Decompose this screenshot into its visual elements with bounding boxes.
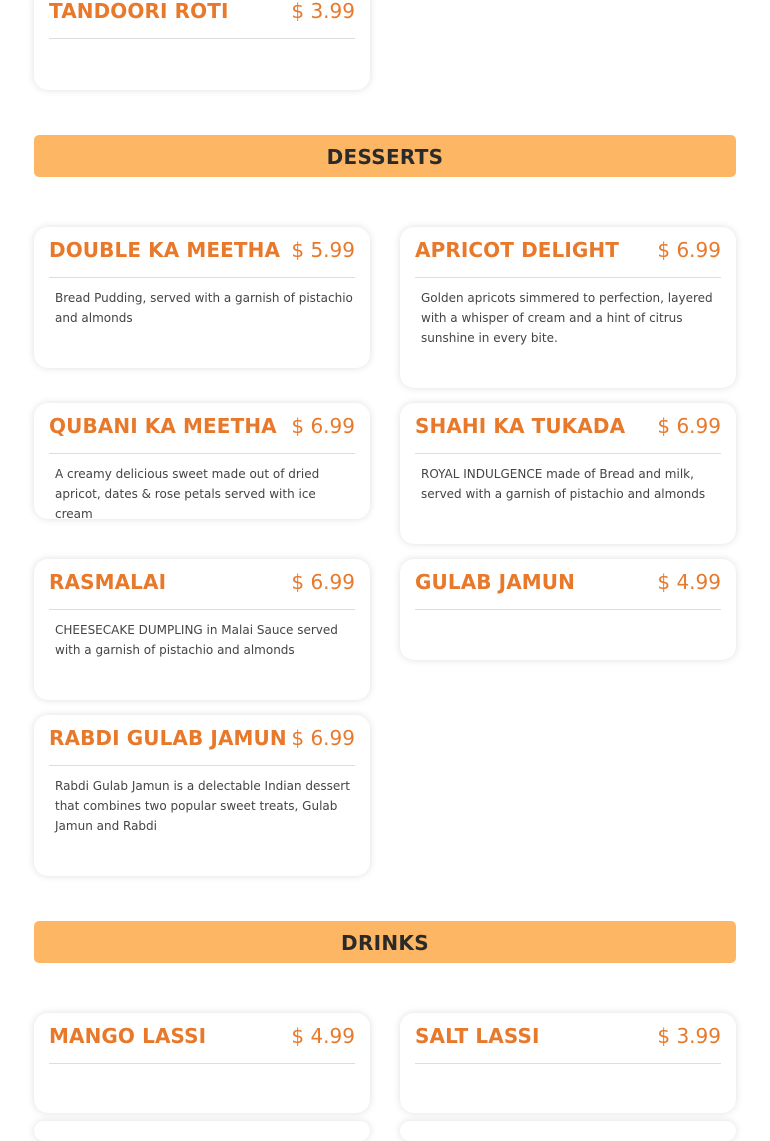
menu-item-header [415,1013,721,1064]
menu-item-header [415,559,721,610]
menu-item-name: SHAHI KA TUKADA [415,414,626,438]
menu-item-header [49,227,355,278]
section-header-desserts: DESSERTS [34,135,736,177]
menu-item-card [400,1013,736,1113]
menu-item-description: ROYAL INDULGENCE made of Bread and milk, served with a garnish of pistachio and almonds [421,467,706,501]
menu-item-header [49,0,355,39]
menu-item-name: MANGO LASSI [49,1024,207,1048]
menu-item-card-partial [34,1121,370,1141]
menu-item-name: RABDI GULAB JAMUN [49,726,287,750]
menu-item-description: Rabdi Gulab Jamun is a delectable Indian dessert that combines two popular sweet treats, Gulab Jamun and Rabdi [55,779,350,833]
menu-item-price: $ 6.99 [657,414,721,438]
menu-item-header [49,715,355,766]
menu-item-card [400,559,736,660]
menu-item-price: $ 3.99 [291,0,355,23]
menu-item-header [415,403,721,454]
menu-item-card [34,559,370,700]
menu-item-price: $ 6.99 [291,726,355,750]
menu-item-header [49,1013,355,1064]
menu-item-card [34,403,370,519]
menu-item-header [49,559,355,610]
menu-item-price: $ 4.99 [291,1024,355,1048]
menu-item-description: CHEESECAKE DUMPLING in Malai Sauce served with a garnish of pistachio and almonds [55,623,338,657]
menu-item-name: DOUBLE KA MEETHA [49,238,281,262]
menu-item-name: SALT LASSI [415,1024,540,1048]
menu-item-card [400,403,736,544]
menu-item-name: GULAB JAMUN [415,570,575,594]
menu-item-card [34,227,370,368]
menu-item-price: $ 6.99 [657,238,721,262]
menu-item-price: $ 6.99 [291,414,355,438]
menu-item-header [49,403,355,454]
menu-item-card-partial [400,1121,736,1141]
menu-item-price: $ 5.99 [291,238,355,262]
menu-item-name: QUBANI KA MEETHA [49,414,277,438]
menu-item-description: Bread Pudding, served with a garnish of pistachio and almonds [55,291,353,325]
menu-item-name: RASMALAI [49,570,167,594]
menu-item-price: $ 3.99 [657,1024,721,1048]
menu-item-card [34,0,370,90]
menu-item-card [34,715,370,876]
section-header-drinks: DRINKS [34,921,736,963]
menu-item-description: A creamy delicious sweet made out of dried apricot, dates & rose petals served with ice cream [55,467,320,521]
menu-item-price: $ 6.99 [291,570,355,594]
menu-item-header [415,227,721,278]
menu-item-description: Golden apricots simmered to perfection, layered with a whisper of cream and a hint of citrus sunshine in every bite. [421,291,713,345]
menu-item-card [400,227,736,388]
menu-item-name: TANDOORI ROTI [49,0,229,23]
menu-item-name: APRICOT DELIGHT [415,238,620,262]
menu-item-card [34,1013,370,1113]
menu-item-price: $ 4.99 [657,570,721,594]
